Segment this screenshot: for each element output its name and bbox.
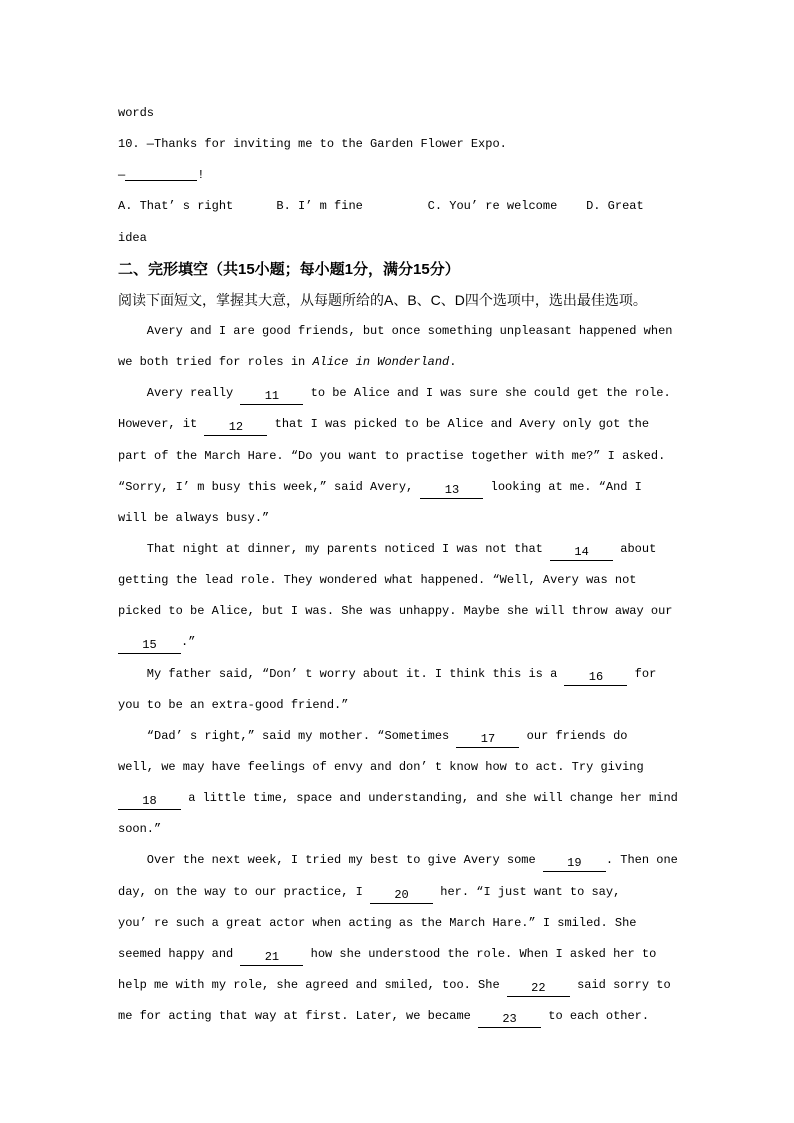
cloze-blank-12: 12 bbox=[204, 419, 267, 436]
cloze-blank-23: 23 bbox=[478, 1011, 541, 1028]
text-line-8: Avery and I are good friends, but once something unpleasant happened when bbox=[118, 323, 673, 338]
text-line-18: 15 .” bbox=[118, 627, 678, 658]
cloze-blank-13: 13 bbox=[420, 482, 483, 499]
text-line-28: seemed happy and 21 how she understood the role. When I asked her to bbox=[118, 946, 657, 964]
text-line-29: help me with my role, she agreed and smiled, too. She 22 said sorry to bbox=[118, 977, 671, 995]
cloze-blank-20: 20 bbox=[370, 887, 433, 904]
text-line-3: — ! bbox=[118, 160, 678, 191]
cloze-blank-21: 21 bbox=[240, 949, 303, 966]
text-line-26: day, on the way to our practice, I 20 her. “I just want to say, bbox=[118, 884, 621, 902]
text-line-20: you to be an extra-good friend.” bbox=[118, 697, 349, 712]
cloze-blank-11: 11 bbox=[240, 388, 303, 405]
text-line-4: A. That’ s right B. I’ m fine C. You’ re welcome D. Great bbox=[118, 199, 644, 214]
text-line-25: Over the next week, I tried my best to give Avery some 19 . Then one bbox=[118, 853, 678, 871]
text-line-12: part of the March Hare. “Do you want to practise together with me?” I asked. bbox=[118, 448, 666, 463]
text-line-7: 阅读下面短文，掌握其大意，从每题所给的A、B、C、D四个选项中，选出最佳选项。 bbox=[118, 291, 647, 308]
text-line-14: will be always busy.” bbox=[118, 510, 270, 525]
text-line-2: 10. —Thanks for inviting me to the Garden Flower Expo. bbox=[118, 137, 507, 152]
text-line-9: we both tried for roles in Alice in Wonderland. bbox=[118, 355, 457, 370]
book-title-italic: Alice in Wonderland bbox=[312, 355, 450, 370]
text-line-21: “Dad’ s right,” said my mother. “Sometimes 17 our friends do bbox=[118, 728, 628, 746]
cloze-blank-14: 14 bbox=[550, 544, 613, 561]
cloze-blank-22: 22 bbox=[507, 980, 570, 997]
text-line-5: idea bbox=[118, 230, 147, 245]
text-line-23: 18 a little time, space and understanding, and she will change her mind bbox=[118, 783, 678, 814]
text-line-11: However, it 12 that I was picked to be Alice and Avery only got the bbox=[118, 417, 650, 435]
text-line-30: me for acting that way at first. Later, we became 23 to each other. bbox=[118, 1009, 650, 1027]
answer-blank-q10 bbox=[125, 164, 197, 181]
text-line-17: picked to be Alice, but I was. She was unhappy. Maybe she will throw away our bbox=[118, 604, 673, 619]
document-page bbox=[118, 98, 678, 1032]
cloze-blank-16: 16 bbox=[564, 669, 627, 686]
text-line-15: That night at dinner, my parents noticed I was not that 14 about bbox=[118, 541, 657, 559]
text-line-22: well, we may have feelings of envy and don’ t know how to act. Try giving bbox=[118, 759, 644, 774]
section-heading: 二、完形填空（共15小题；每小题1分，满分15分） bbox=[118, 260, 460, 278]
text-line-10: Avery really 11 to be Alice and I was sure she could get the role. bbox=[118, 386, 671, 404]
text-line-16: getting the lead role. They wondered what happened. “Well, Avery was not bbox=[118, 573, 637, 588]
cloze-blank-19: 19 bbox=[543, 855, 606, 872]
cloze-blank-17: 17 bbox=[456, 731, 519, 748]
text-line-24: soon.” bbox=[118, 822, 162, 837]
text-line-13: “Sorry, I’ m busy this week,” said Avery, 13 looking at me. “And I bbox=[118, 479, 642, 497]
cloze-blank-15: 15 bbox=[118, 637, 181, 654]
cloze-blank-18: 18 bbox=[118, 793, 181, 810]
text-line-19: My father said, “Don’ t worry about it. I think this is a 16 for bbox=[118, 666, 657, 684]
text-line-1: words bbox=[118, 106, 155, 120]
text-line-27: you’ re such a great actor when acting as the March Hare.” I smiled. She bbox=[118, 915, 637, 930]
